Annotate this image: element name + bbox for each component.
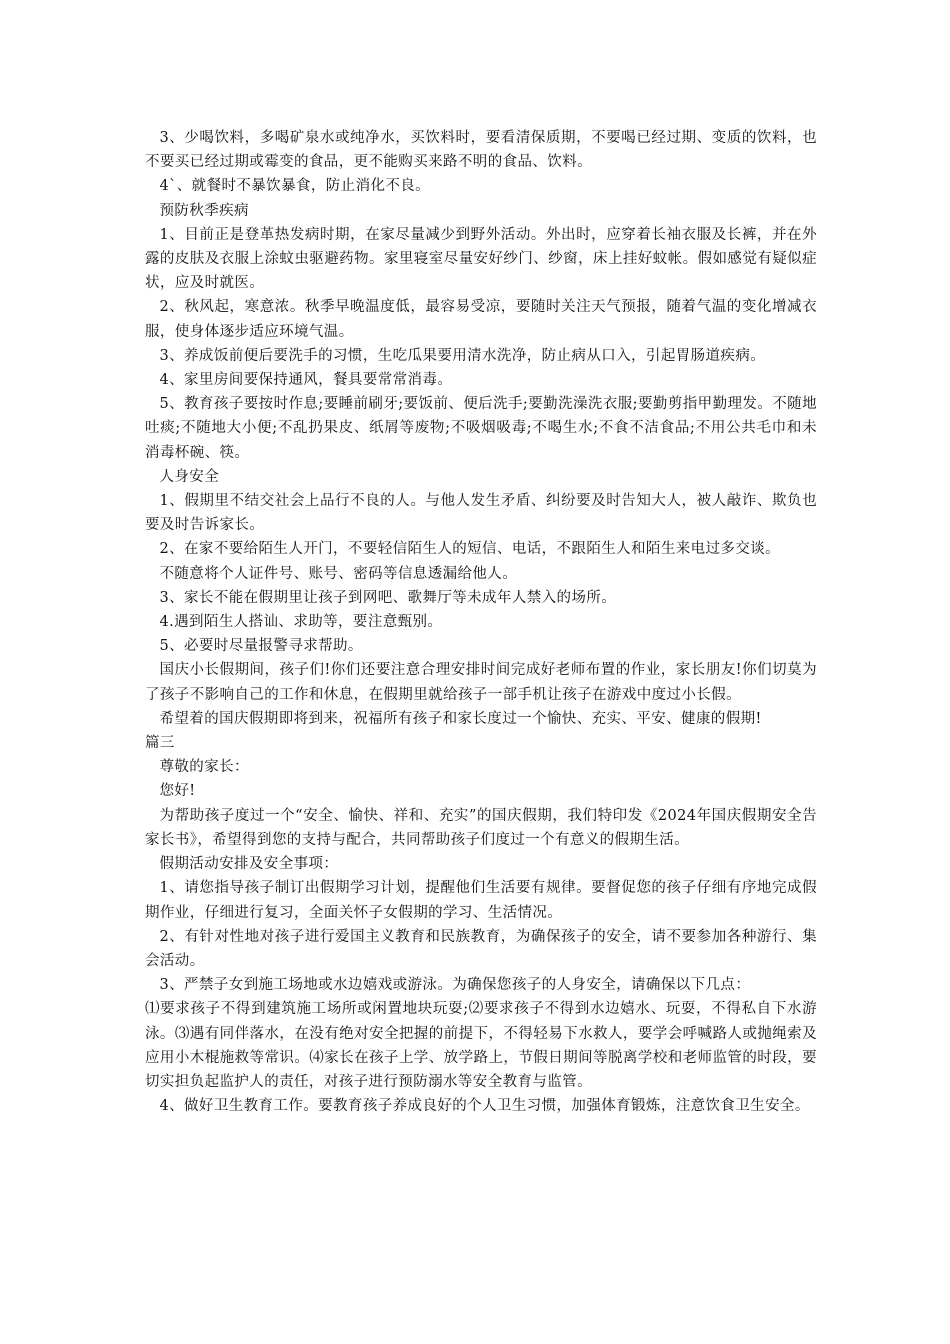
- paragraph-meals: 4`、就餐时不暴饮暴食，防止消化不良。: [159, 178, 431, 195]
- paragraph-friends: 1、假期里不结交社会上品行不良的人。与他人发生矛盾、纠纷要及时告知大人，被人敲诈、欺负也要及时告诉家长。: [145, 493, 817, 534]
- paragraph-dengue: 1、目前正是登革热发病时期，在家尽量减少到野外活动。外出时，应穿着长袖衣服及长裤，并在外露的皮肤及衣服上涂蚊虫驱避药物。家里寝室尽量安好纱门、纱窗，床上挂好蚊帐。假如感觉有疑似症状，应及时就医。: [145, 226, 817, 292]
- paragraph-water-safety: 3、严禁子女到施工场地或水边嬉戏或游泳。为确保您孩子的人身安全，请确保以下几点：: [159, 977, 751, 994]
- section-heading-activities: 假期活动安排及安全事项：: [159, 856, 339, 873]
- paragraph-habits: 5、教育孩子要按时作息;要睡前刷牙;要饭前、便后洗手;要勤洗澡洗衣服;要勤剪指甲勤理发。不随地吐痰;不随地大小便;不乱扔果皮、纸屑等废物;不吸烟吸毒;不喝生水;不食不洁食品;不用公共毛巾和未消毒杯碗、筷。: [145, 396, 817, 461]
- paragraph-autumn-wind: 2、秋风起，寒意浓。秋季早晚温度低，最容易受凉，要随时关注天气预报，随着气温的变化增减衣服，使身体逐步适应环境气温。: [145, 299, 817, 340]
- paragraph-handwash: 3、养成饭前便后要洗手的习惯，生吃瓜果要用清水洗净，防止病从口入，引起胃肠道疾病。: [159, 347, 766, 364]
- paragraph-call-police: 5、必要时尽量报警寻求帮助。: [159, 638, 363, 655]
- paragraph-stranger-contact: 4.遇到陌生人搭讪、求助等，要注意甄别。: [159, 614, 443, 631]
- salutation: 尊敬的家长：: [159, 759, 249, 776]
- paragraph-wishes: 希望着的国庆假期即将到来，祝福所有孩子和家长度过一个愉快、充实、平安、健康的假期!: [159, 710, 762, 727]
- paragraph-water-safety-points: ⑴要求孩子不得到建筑施工场所或闲置地块玩耍;⑵要求孩子不得到水边嬉水、玩耍，不得私自下水游泳。⑶遇有同伴落水，在没有绝对安全把握的前提下，不得轻易下水救人，要学会呼喊路人或抛绳索及应用小木棍施救等常识。⑷家长在孩子上学、放学路上，节假日期间等脱离学校和老师监管的时段，要切实担负起监护人的责任，对孩子进行预防溺水等安全教育与监管。: [145, 1001, 817, 1090]
- section-heading-part-three: 篇三: [145, 735, 175, 752]
- paragraph-holiday-homework: 国庆小长假期间，孩子们!你们还要注意合理安排时间完成好老师布置的作业，家长朋友!你们切莫为了孩子不影响自己的工作和休息，在假期里就给孩子一部手机让孩子在游戏中度过小长假。: [145, 662, 817, 703]
- paragraph-study-plan: 1、请您指导孩子制订出假期学习计划，提醒他们生活要有规律。要督促您的孩子仔细有序地完成假期作业，仔细进行复习，全面关怀子女假期的学习、生活情况。: [145, 880, 817, 921]
- paragraph-patriotic-education: 2、有针对性地对孩子进行爱国主义教育和民族教育，为确保孩子的安全，请不要参加各种游行、集会活动。: [145, 928, 817, 969]
- section-heading-personal-safety: 人身安全: [159, 468, 220, 485]
- paragraph-intro-letter: 为帮助孩子度过一个“安全、愉快、祥和、充实”的国庆假期，我们特印发《2024年国庆假期安全告家长书》，希望得到您的支持与配合，共同帮助孩子们度过一个有意义的假期生活。: [145, 807, 817, 848]
- paragraph-drinks: 3、少喝饮料，多喝矿泉水或纯净水，买饮料时，要看清保质期，不要喝已经过期、变质的饮料，也不要买已经过期或霉变的食品，更不能购买来路不明的食品、饮料。: [145, 130, 817, 171]
- paragraph-ventilation: 4、家里房间要保持通风，餐具要常常消毒。: [159, 372, 453, 389]
- section-heading-autumn-disease: 预防秋季疾病: [159, 202, 249, 219]
- paragraph-strangers: 2、在家不要给陌生人开门，不要轻信陌生人的短信、电话，不跟陌生人和陌生来电过多交谈。: [159, 541, 781, 558]
- paragraph-hygiene: 4、做好卫生教育工作。要教育孩子养成良好的个人卫生习惯，加强体育锻炼，注意饮食卫生安全。: [159, 1098, 810, 1115]
- paragraph-internet-cafe: 3、家长不能在假期里让孩子到网吧、歌舞厅等未成年人禁入的场所。: [159, 589, 617, 606]
- paragraph-personal-info: 不随意将个人证件号、账号、密码等信息透漏给他人。: [159, 565, 518, 582]
- document-page: [145, 126, 817, 1118]
- greeting: 您好!: [159, 783, 196, 800]
